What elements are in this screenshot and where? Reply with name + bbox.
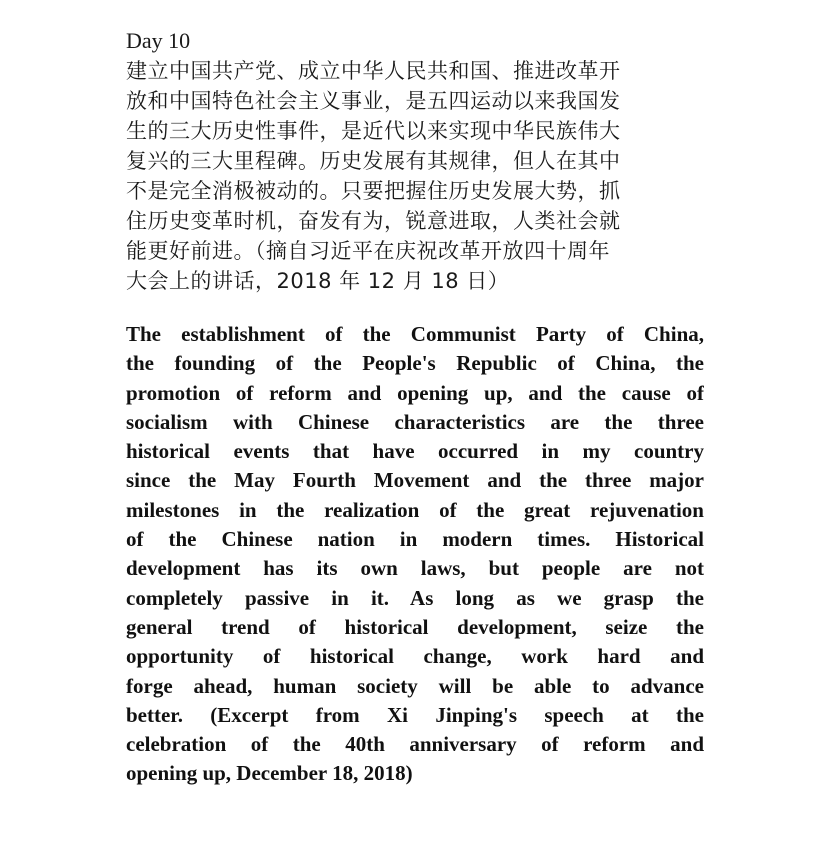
english-line: the founding of the People's Republic of China, the (126, 351, 704, 376)
day-label: Day 10 (126, 28, 191, 53)
chinese-line: 生的三大历史性事件，是近代以来实现中华民族伟大 (126, 119, 621, 143)
english-line: The establishment of the Communist Party of China, (126, 322, 704, 346)
english-paragraph (126, 320, 704, 789)
english-line: better. (Excerpt from Xi Jinping's speech at the (126, 702, 704, 727)
chinese-line: 复兴的三大里程碑。历史发展有其规律，但人在其中 (126, 149, 621, 173)
english-line: forge ahead, human society will be able to advance (126, 673, 704, 698)
english-line: socialism with Chinese characteristics are the three (126, 409, 704, 434)
english-line: promotion of reform and opening up, and the cause of (126, 380, 704, 405)
english-line: celebration of the 40th anniversary of reform and (126, 732, 704, 757)
chinese-line: 不是完全消极被动的。只要把握住历史发展大势，抓 (126, 179, 621, 203)
english-line: completely passive in it. As long as we grasp the (126, 585, 704, 610)
chinese-line: 能更好前进。（摘自习近平在庆祝改革开放四十周年 (126, 239, 610, 263)
chinese-line: 住历史变革时机，奋发有为，锐意进取，人类社会就 (126, 209, 621, 233)
english-line: general trend of historical development, seize the (126, 614, 704, 639)
chinese-paragraph (126, 56, 706, 296)
chinese-line: 建立中国共产党、成立中华人民共和国、推进改革开 (126, 59, 621, 83)
english-line: development has its own laws, but people are not (126, 556, 704, 581)
english-line: opening up, December 18, 2018) (126, 761, 413, 786)
chinese-line: 大会上的讲话，2018 年 12 月 18 日） (126, 269, 510, 293)
english-line: opportunity of historical change, work hard and (126, 644, 704, 669)
english-line: historical events that have occurred in my country (126, 439, 704, 464)
english-line: milestones in the realization of the great rejuvenation (126, 497, 704, 522)
english-line: since the May Fourth Movement and the three major (126, 468, 704, 493)
english-line: of the Chinese nation in modern times. Historical (126, 527, 704, 552)
chinese-line: 放和中国特色社会主义事业，是五四运动以来我国发 (126, 89, 621, 113)
